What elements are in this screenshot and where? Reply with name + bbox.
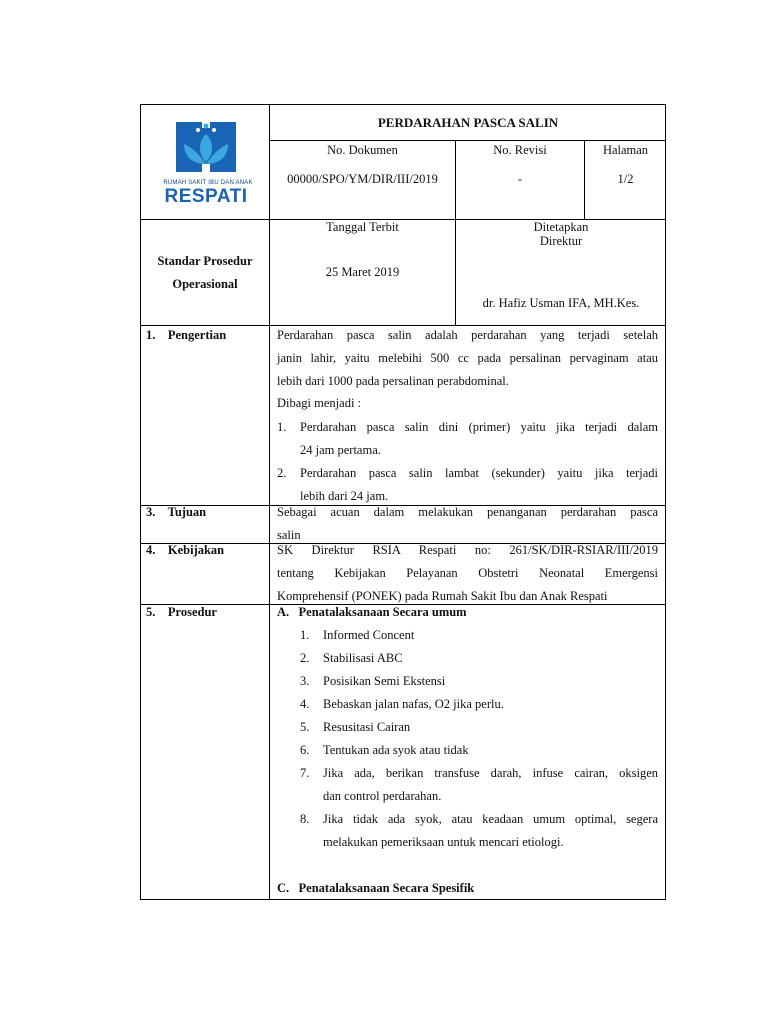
section-label-tujuan: 3. Tujuan — [146, 505, 207, 519]
prosedur-step-number: 4. — [300, 697, 310, 711]
kebijakan-line-3: Komprehensif (PONEK) pada Rumah Sakit Ibu dan Anak Respati — [277, 589, 608, 603]
pengertian-line-2: janin lahir, yaitu melebihi 500 cc pada persalinan pervaginam atau — [277, 351, 658, 365]
prosedur-step-number: 6. — [300, 743, 310, 757]
pengertian-item-line: Perdarahan pasca salin lambat (sekunder) yaitu jika terjadi — [300, 466, 658, 480]
prosedur-step-text: Bebaskan jalan nafas, O2 jika perlu. — [323, 697, 504, 711]
pengertian-item-number: 1. — [277, 420, 287, 434]
logo-title: RESPATI — [164, 186, 248, 207]
ditetapkan-label: Ditetapkan — [533, 220, 589, 234]
prosedur-step-text: melakukan pemeriksaan untuk mencari etiologi. — [323, 835, 564, 849]
prosedur-step-text: Stabilisasi ABC — [323, 651, 403, 665]
sop-document — [140, 104, 666, 900]
prosedur-step-text: Jika ada, berikan transfuse darah, infuse cairan, oksigen — [323, 766, 658, 780]
no-dokumen-value: 00000/SPO/YM/DIR/III/2019 — [287, 172, 438, 186]
document-title: PERDARAHAN PASCA SALIN — [377, 115, 559, 130]
kebijakan-line-2: tentang Kebijakan Pelayanan Obstetri Neonatal Emergensi — [277, 566, 658, 580]
prosedur-step-number: 3. — [300, 674, 310, 688]
tujuan-line-2: salin — [277, 528, 301, 542]
pengertian-item-line: 24 jam pertama. — [300, 443, 381, 457]
prosedur-step-text: dan control perdarahan. — [323, 789, 442, 803]
tanggal-terbit-label: Tanggal Terbit — [326, 220, 399, 234]
logo-subtitle: RUMAH SAKIT IBU DAN ANAK — [163, 180, 253, 186]
prosedur-step-text: Resusitasi Cairan — [323, 720, 411, 734]
prosedur-step-number: 1. — [300, 628, 310, 642]
halaman-label: Halaman — [602, 143, 649, 157]
tanggal-terbit-value: 25 Maret 2019 — [325, 265, 400, 279]
section-label-pengertian: 1. Pengertian — [146, 328, 227, 342]
prosedur-step-number: 5. — [300, 720, 310, 734]
prosedur-step-text: Informed Concent — [323, 628, 415, 642]
no-revisi-label: No. Revisi — [493, 143, 547, 157]
pengertian-dibagi: Dibagi menjadi : — [277, 396, 362, 410]
pengertian-item-number: 2. — [277, 466, 287, 480]
prosedur-step-text: Tentukan ada syok atau tidak — [323, 743, 469, 757]
pengertian-item-line: Perdarahan pasca salin dini (primer) yaitu jika terjadi dalam — [300, 420, 658, 434]
no-revisi-value: - — [517, 172, 523, 186]
respati-logo — [154, 114, 258, 212]
signer-name: dr. Hafiz Usman IFA, MH.Kes. — [482, 296, 640, 310]
direktur-label: Direktur — [539, 234, 583, 248]
spo-label-line1: Standar Prosedur — [157, 254, 253, 268]
prosedur-step-number: 8. — [300, 812, 310, 826]
pengertian-line-1: Perdarahan pasca salin adalah perdarahan yang terjadi setelah — [277, 328, 658, 342]
table-border-left — [140, 104, 141, 900]
spo-label-line2: Operasional — [172, 277, 238, 291]
section-label-kebijakan: 4. Kebijakan — [146, 543, 225, 557]
pengertian-line-3: lebih dari 1000 pada persalinan perabdominal. — [277, 374, 509, 388]
pengertian-item-line: lebih dari 24 jam. — [300, 489, 389, 503]
section-label-prosedur: 5. Prosedur — [146, 605, 217, 619]
prosedur-step-number: 7. — [300, 766, 310, 780]
prosedur-heading-a: A. Penatalaksanaan Secara umum — [277, 605, 467, 619]
halaman-value: 1/2 — [617, 172, 634, 186]
kebijakan-line-1: SK Direktur RSIA Respati no: 261/SK/DIR-RSIAR/III/2019 — [277, 543, 658, 557]
prosedur-step-text: Jika tidak ada syok, atau keadaan umum optimal, segera — [323, 812, 658, 826]
prosedur-step-number: 2. — [300, 651, 310, 665]
tujuan-line-1: Sebagai acuan dalam melakukan penanganan perdarahan pasca — [277, 505, 658, 519]
table-border-top — [140, 104, 666, 105]
prosedur-step-text: Posisikan Semi Ekstensi — [323, 674, 446, 688]
no-dokumen-label: No. Dokumen — [327, 143, 398, 157]
prosedur-heading-c: C. Penatalaksanaan Secara Spesifik — [277, 881, 475, 895]
